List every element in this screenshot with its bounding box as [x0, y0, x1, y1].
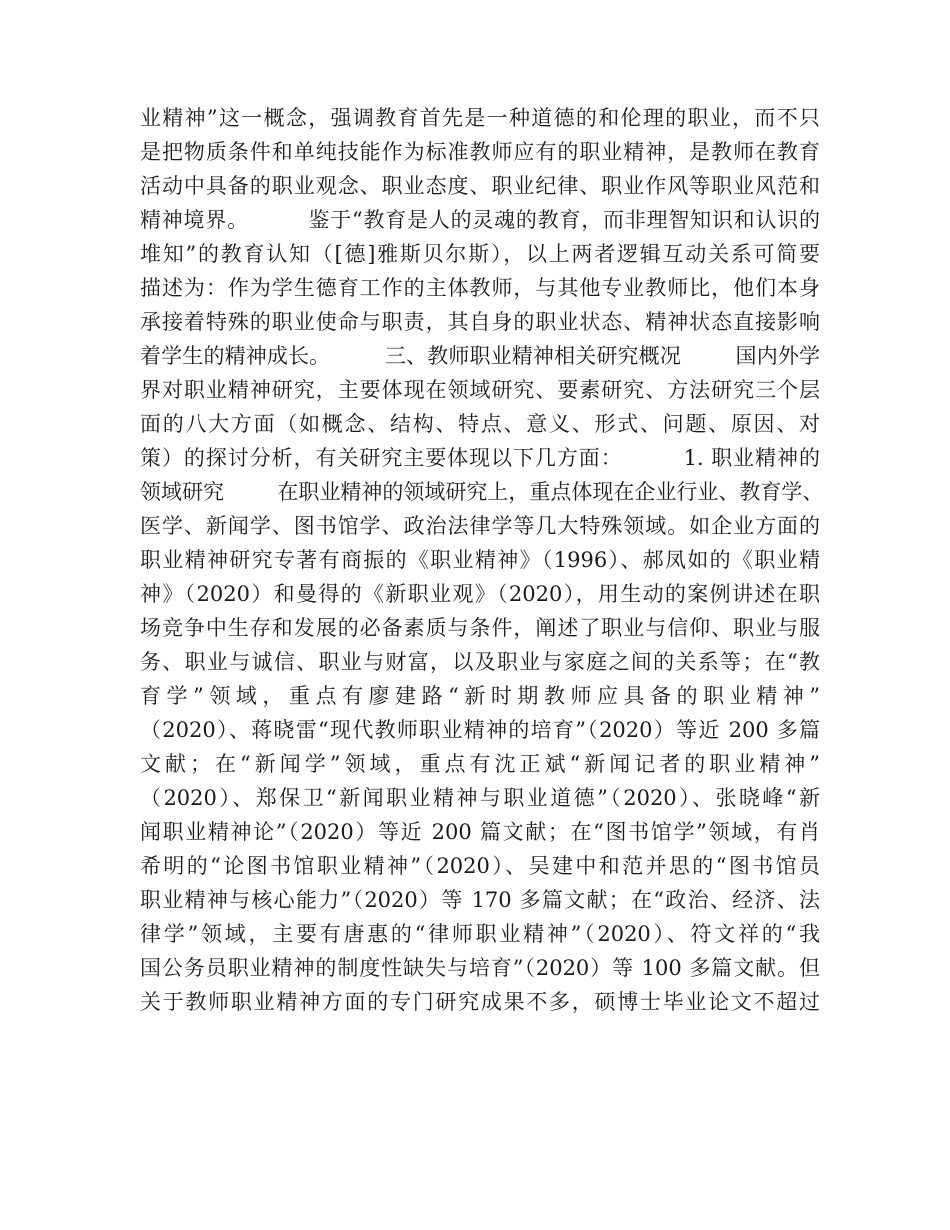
text-line: 承接着特殊的职业使命与职责，其自身的职业状态、精神状态直接影响	[140, 310, 820, 334]
text-line: 界对职业精神研究，主要体现在领域研究、要素研究、方法研究三个层	[140, 378, 820, 402]
body-text	[140, 101, 824, 1019]
text-line: 关于教师职业精神方面的专门研究成果不多，硕博士毕业论文不超过	[140, 990, 820, 1014]
text-line: 是把物质条件和单纯技能作为标准教师应有的职业精神，是教师在教育	[140, 140, 820, 164]
text-line: 医学、新闻学、图书馆学、政治法律学等几大特殊领域。如企业方面的	[140, 514, 820, 538]
text-line: （2020）、郑保卫“新闻职业精神与职业道德”（2020）、张晓峰“新	[140, 786, 820, 810]
text-line: 务、职业与诚信、职业与财富，以及职业与家庭之间的关系等；在“教	[140, 650, 820, 674]
text-line: 描述为：作为学生德育工作的主体教师，与其他专业教师比，他们本身	[140, 276, 820, 300]
text-line: 着学生的精神成长。 三、教师职业精神相关研究概况 国内外学	[140, 344, 820, 368]
text-line: 职业精神与核心能力”（2020）等 170 多篇文献；在“政治、经济、法	[140, 888, 820, 912]
text-line: 场竞争中生存和发展的必备素质与条件，阐述了职业与信仰、职业与服	[140, 616, 820, 640]
text-line: 堆知”的教育认知（[德]雅斯贝尔斯），以上两者逻辑互动关系可简要	[140, 242, 820, 266]
text-line: 精神境界。 鉴于“教育是人的灵魂的教育，而非理智知识和认识的	[140, 208, 820, 232]
text-line: 领域研究 在职业精神的领域研究上，重点体现在企业行业、教育学、	[140, 480, 824, 504]
text-line: 活动中具备的职业观念、职业态度、职业纪律、职业作风等职业风范和	[140, 174, 820, 198]
text-line: 希明的“论图书馆职业精神”（2020）、吴建中和范并思的“图书馆员	[140, 854, 820, 878]
text-line: 育学”领域，重点有廖建路“新时期教师应具备的职业精神”	[140, 684, 820, 708]
text-line: 律学”领域，主要有唐惠的“律师职业精神”（2020）、符文祥的“我	[140, 922, 820, 946]
text-line: 神》（2020）和曼得的《新职业观》（2020），用生动的案例讲述在职	[140, 582, 820, 606]
text-line: （2020）、蒋晓雷“现代教师职业精神的培育”（2020）等近 200 多篇	[140, 718, 820, 742]
text-line: 业精神”这一概念，强调教育首先是一种道德的和伦理的职业，而不只	[140, 106, 820, 130]
text-line: 闻职业精神论”（2020）等近 200 篇文献；在“图书馆学”领域，有肖	[140, 820, 820, 844]
text-line: 策）的探讨分析，有关研究主要体现以下几方面： 1. 职业精神的	[140, 446, 820, 470]
text-line: 职业精神研究专著有商振的《职业精神》（1996）、郝凤如的《职业精	[140, 548, 820, 572]
text-line: 文献；在“新闻学”领域，重点有沈正斌“新闻记者的职业精神”	[140, 752, 820, 776]
text-line: 国公务员职业精神的制度性缺失与培育”（2020）等 100 多篇文献。但	[140, 956, 820, 980]
text-line: 面的八大方面（如概念、结构、特点、意义、形式、问题、原因、对	[140, 412, 820, 436]
